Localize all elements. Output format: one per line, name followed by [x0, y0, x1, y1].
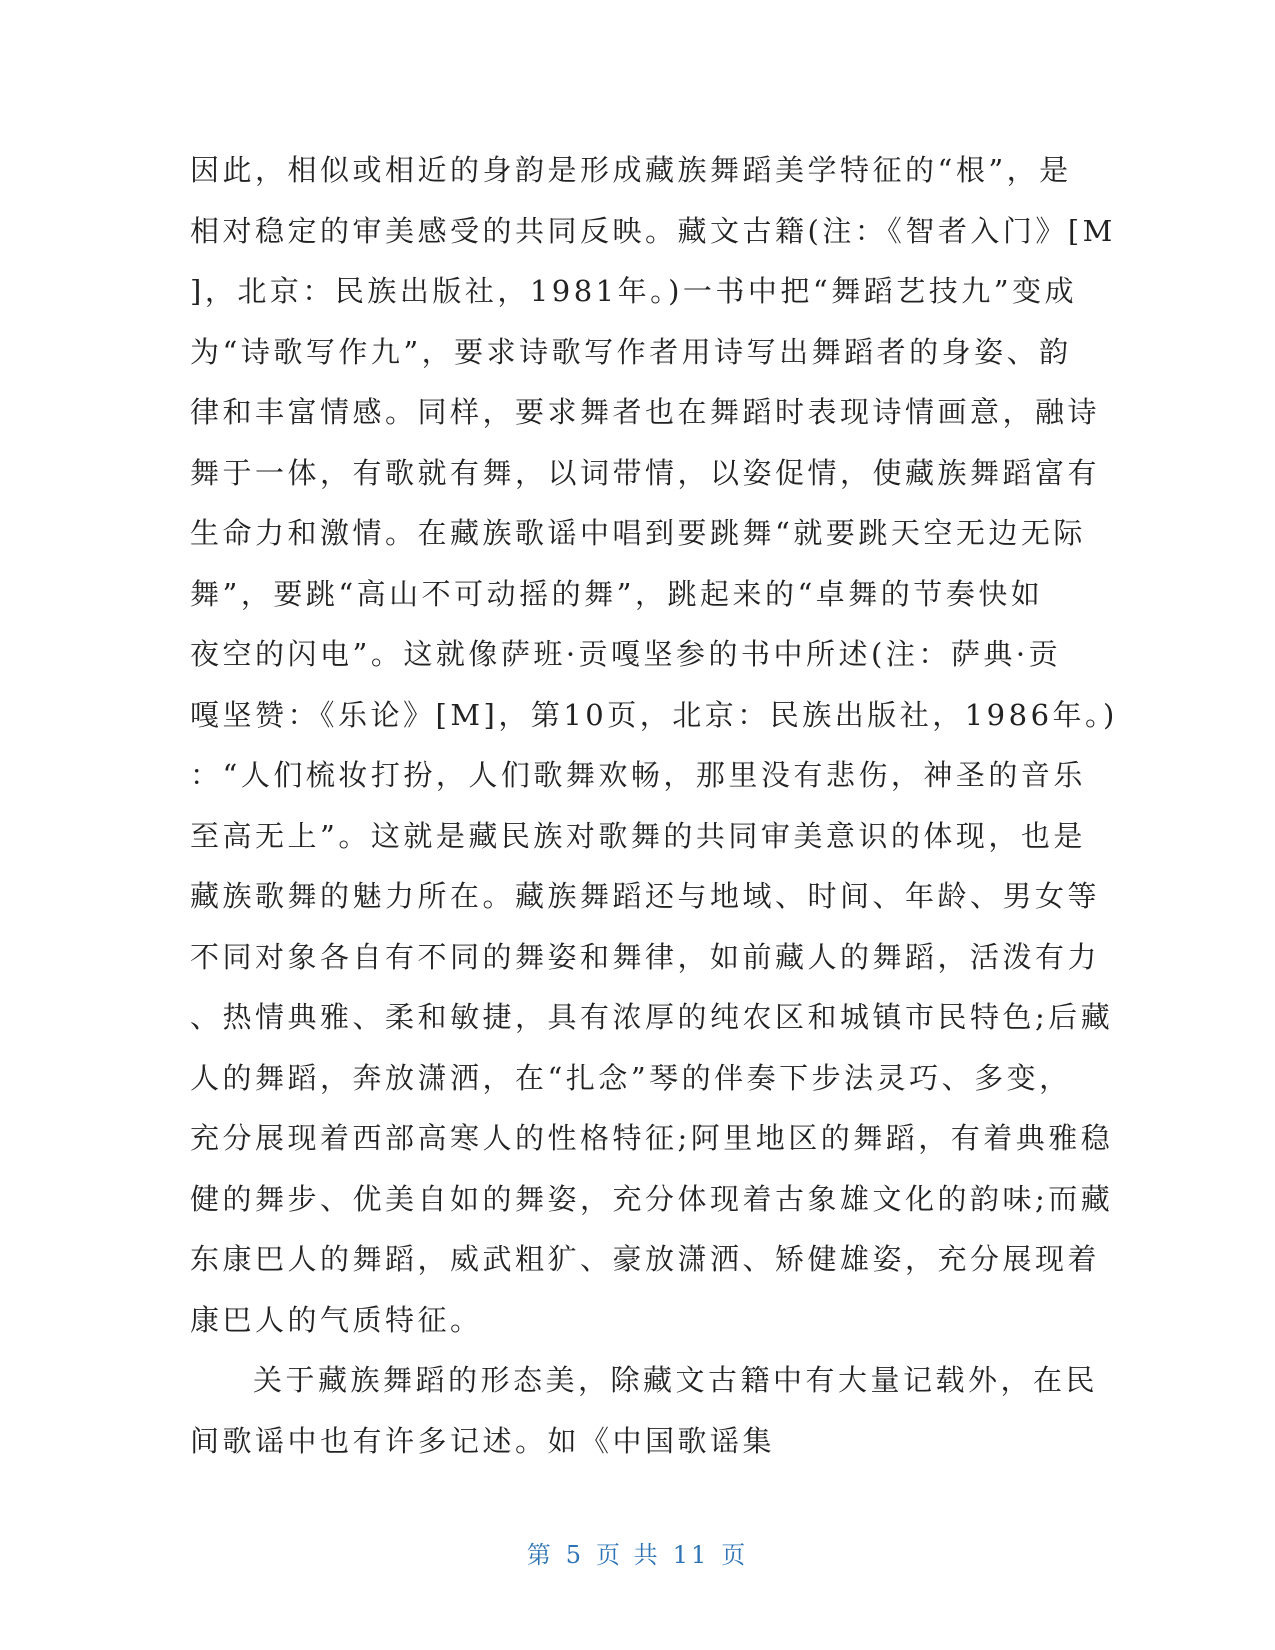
text-line: 因此，相似或相近的身韵是形成藏族舞蹈美学特征的“根”，是 [190, 153, 1072, 187]
text-line: 嘎坚赞：《乐论》[M]，第10页，北京：民族出版社，1986年。) [190, 697, 1118, 732]
footer-prefix: 第 [526, 1541, 554, 1569]
total-pages-number: 11 [672, 1541, 710, 1569]
current-page-number: 5 [565, 1541, 585, 1569]
text-line: 舞”，要跳“高山不可动摇的舞”，跳起来的“卓舞的节奏快如 [190, 576, 1044, 611]
text-line: ]，北京：民族出版社，1981年。)一书中把“舞蹈艺技九”变成 [190, 274, 1078, 308]
text-line: 健的舞步、优美自如的舞姿，充分体现着古象雄文化的韵味;而藏 [190, 1181, 1114, 1216]
text-line: 至高无上”。这就是藏民族对歌舞的共同审美意识的体现，也是 [190, 818, 1086, 853]
text-line: 间歌谣中也有许多记述。如《中国歌谣集 [190, 1423, 776, 1458]
text-line: 人的舞蹈，奔放潇洒，在“扎念”琴的伴奏下步法灵巧、多变， [190, 1060, 1072, 1095]
text-line: 舞于一体，有歌就有舞，以词带情，以姿促情，使藏族舞蹈富有 [190, 455, 1101, 490]
text-line: 藏族歌舞的魅力所在。藏族舞蹈还与地域、时间、年龄、男女等 [190, 879, 1101, 913]
text-line: 相对稳定的审美感受的共同反映。藏文古籍(注：《智者入门》[M [190, 213, 1116, 248]
text-line: 不同对象各自有不同的舞姿和舞律，如前藏人的舞蹈，活泼有力 [190, 939, 1101, 974]
paragraph-first-line: 关于藏族舞蹈的形态美，除藏文古籍中有大量记载外，在民 [253, 1363, 1099, 1397]
text-line: ：“人们梳妆打扮，人们歌舞欢畅，那里没有悲伤，神圣的音乐 [190, 758, 1086, 792]
text-line: 东康巴人的舞蹈，威武粗犷、豪放潇洒、矫健雄姿，充分展现着 [190, 1242, 1101, 1276]
page-footer [0, 1535, 1275, 1570]
text-line: 为“诗歌写作九”，要求诗歌写作者用诗写出舞蹈者的身姿、韵 [190, 334, 1072, 369]
text-line: 、热情典雅、柔和敏捷，具有浓厚的纯农区和城镇市民特色;后藏 [190, 1000, 1114, 1034]
body-text [190, 140, 1118, 1471]
text-line: 康巴人的气质特征。 [190, 1302, 483, 1337]
text-line: 充分展现着西部高寒人的性格特征;阿里地区的舞蹈，有着典雅稳 [190, 1121, 1114, 1155]
footer-middle: 页 共 [596, 1541, 661, 1569]
text-line: 律和丰富情感。同样，要求舞者也在舞蹈时表现诗情画意，融诗 [190, 395, 1101, 429]
footer-suffix: 页 [721, 1541, 749, 1569]
text-line: 生命力和激情。在藏族歌谣中唱到要跳舞“就要跳天空无边无际 [190, 516, 1086, 550]
text-line: 夜空的闪电”。这就像萨班·贡嘎坚参的书中所述(注：萨典·贡 [190, 637, 1062, 671]
